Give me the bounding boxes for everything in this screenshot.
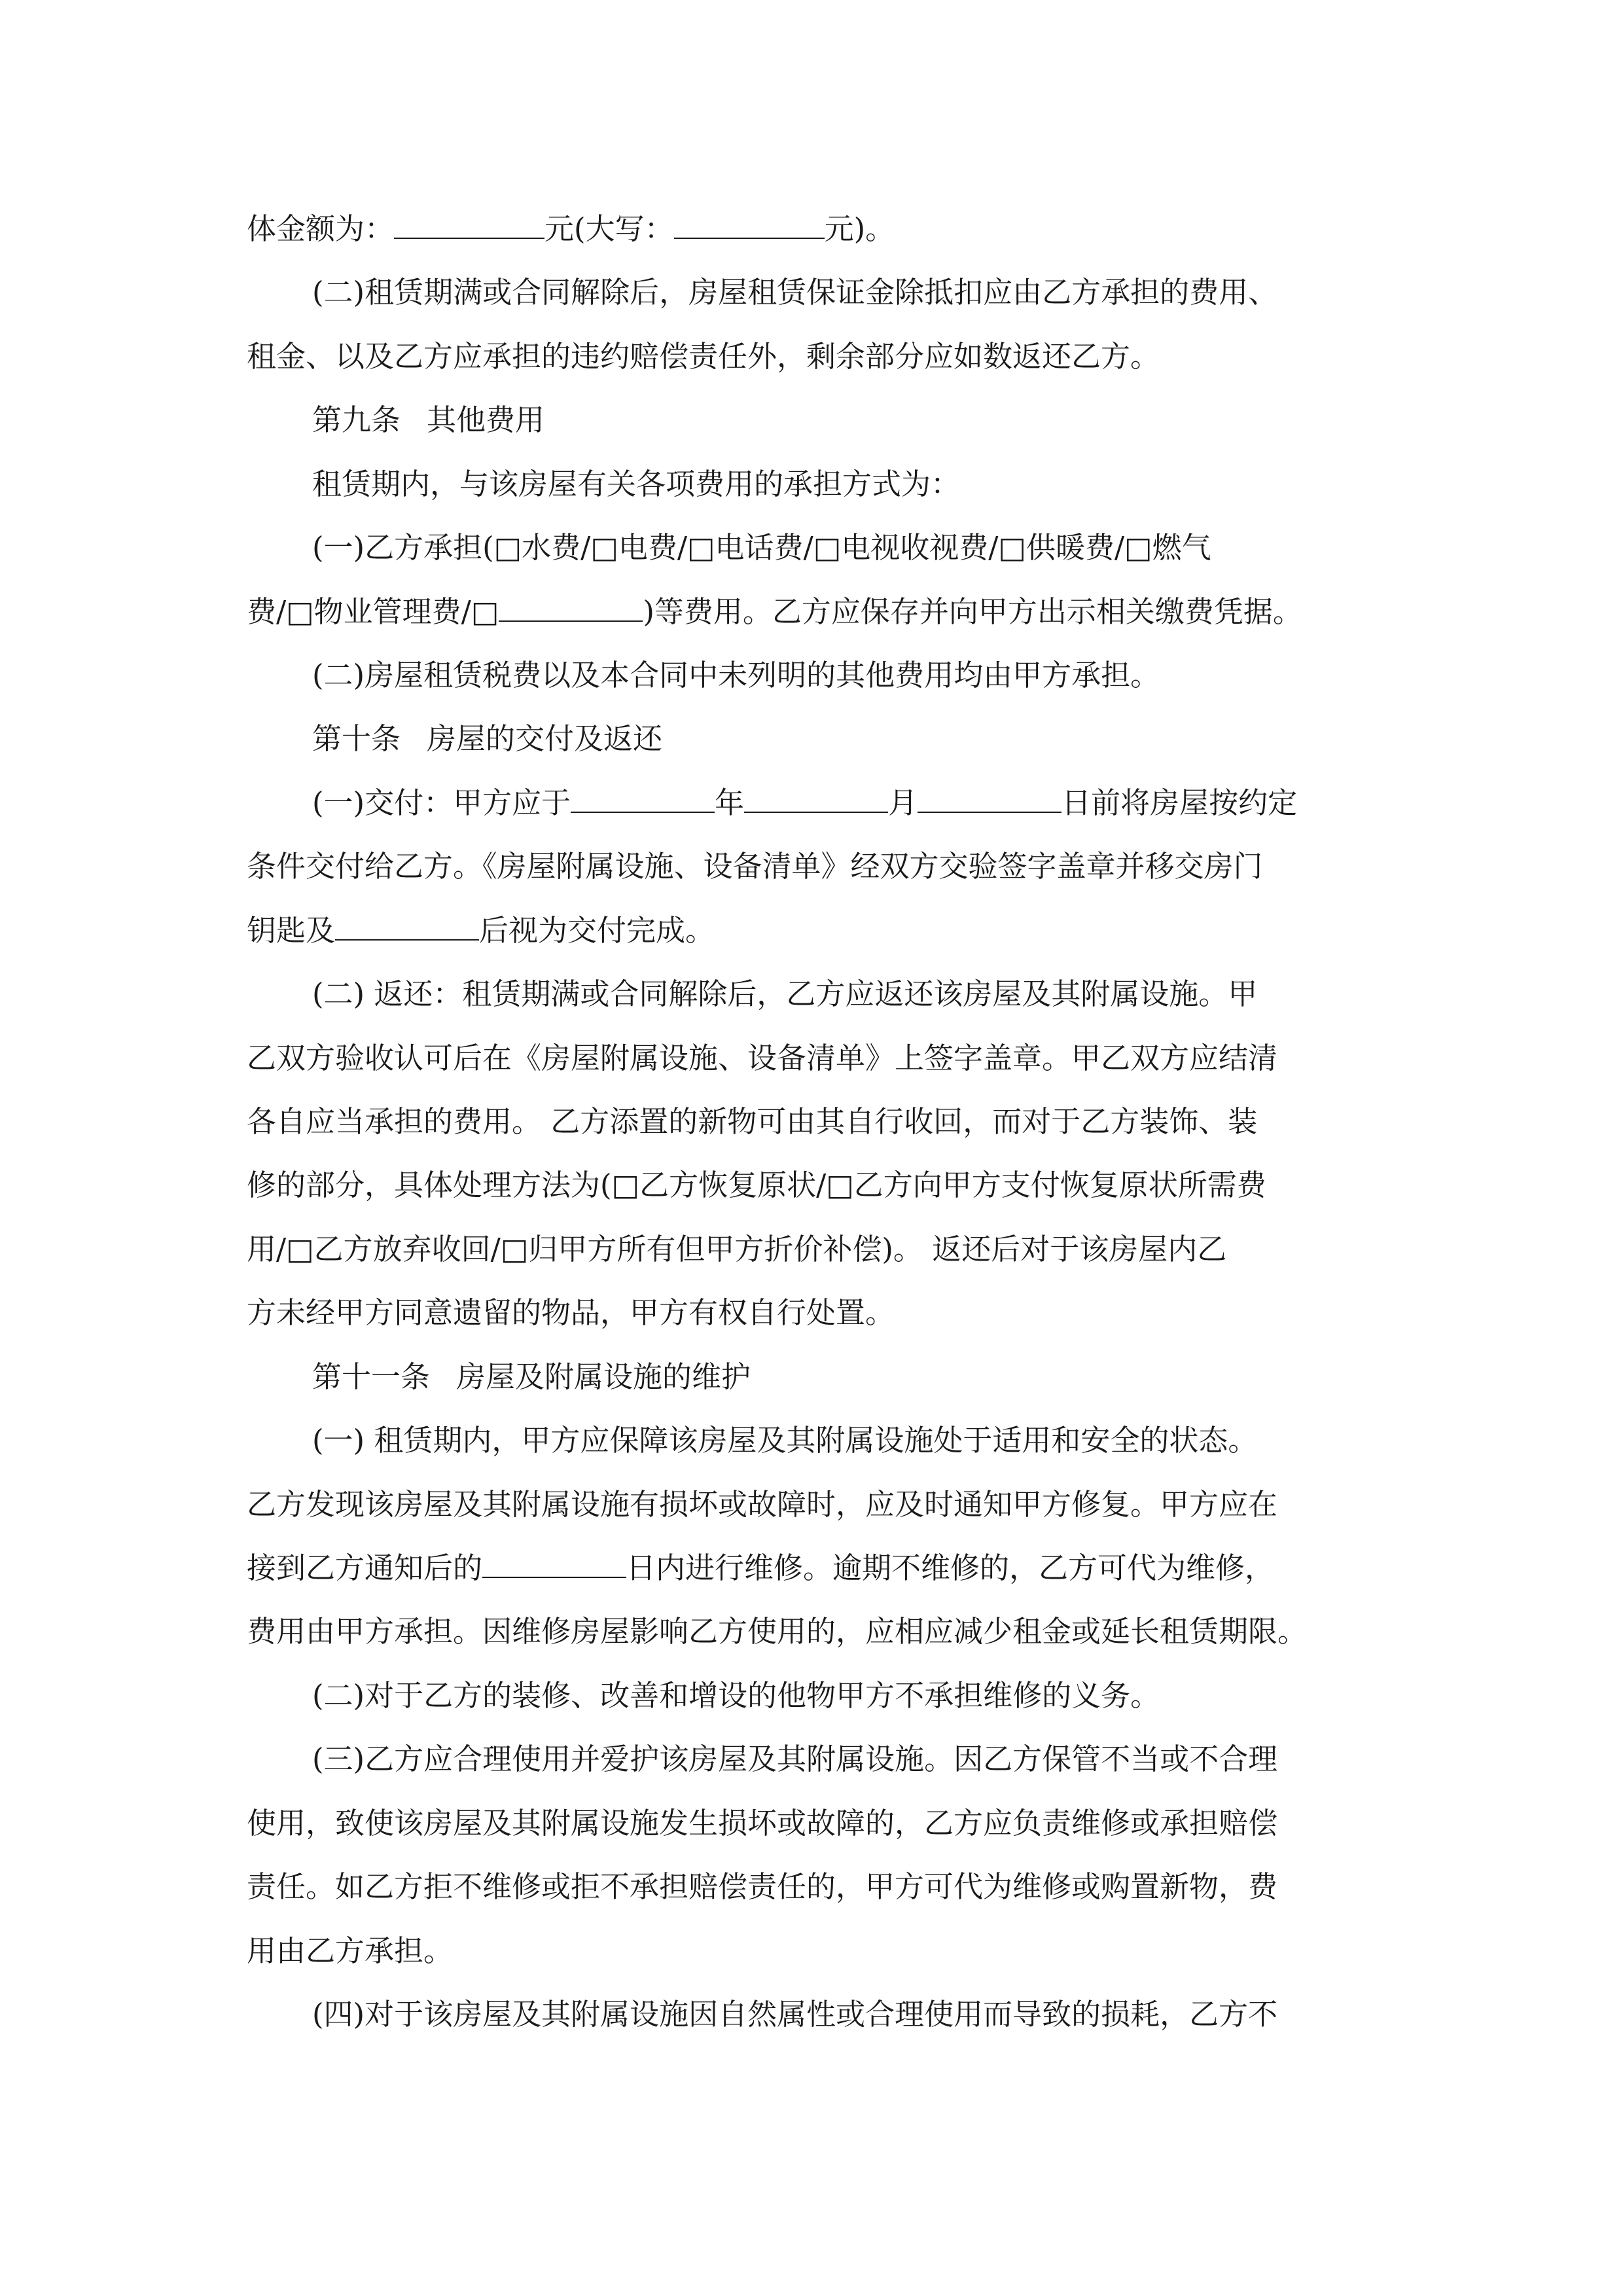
text-segment: 乙方发现该房屋及其附属设施有损坏或故障时，应及时通知甲方修复。甲方应在 (247, 1487, 1278, 1522)
text-segment: 后视为交付完成。 (479, 913, 715, 948)
text-segment: 费用由甲方承担。因维修房屋影响乙方使用的，应相应减少租金或延长租赁期限。 (247, 1614, 1308, 1649)
text-line-5 (312, 458, 1385, 511)
fill-blank-year (571, 779, 715, 813)
article-heading-9 (312, 394, 1385, 446)
article-number: 第十一条 (312, 1359, 431, 1394)
text-line-23 (247, 1605, 1385, 1658)
text-segment: 钥匙及 (247, 913, 336, 948)
text-segment: 乙双方验收认可后在《房屋附属设施、设备清单》上签字盖章。甲乙双方应结清 (247, 1041, 1278, 1075)
text-line-29 (312, 1988, 1385, 2041)
text-segment: 用/□乙方放弃收回/□归甲方所有但甲方折价补偿)。 返还后对于该房屋内乙 (247, 1232, 1227, 1266)
text-segment: 元(大写： (544, 211, 674, 246)
text-line-22 (247, 1542, 1385, 1594)
text-line-18 (247, 1287, 1385, 1339)
text-segment: (四)对于该房屋及其附属设施因自然属性或合理使用而导致的损耗，乙方不 (312, 1997, 1278, 2032)
fill-blank-month (744, 779, 888, 813)
text-segment: (三)乙方应合理使用并爱护该房屋及其附属设施。因乙方保管不当或不合理 (312, 1742, 1278, 1776)
text-line-28 (247, 1925, 1385, 1977)
text-line-3 (247, 331, 1385, 383)
text-segment: )等费用。乙方应保存并向甲方出示相关缴费凭据。 (643, 594, 1302, 629)
text-line-13 (312, 968, 1385, 1020)
article-heading-11 (312, 1351, 1385, 1403)
text-line-24 (312, 1670, 1385, 1722)
text-segment: (一)交付：甲方应于 (312, 785, 571, 820)
text-line-11 (247, 840, 1385, 893)
text-segment: (二)租赁期满或合同解除后，房屋租赁保证金除抵扣应由乙方承担的费用、 (312, 275, 1278, 310)
text-segment: 接到乙方通知后的 (247, 1551, 483, 1585)
text-segment: 修的部分，具体处理方法为(□乙方恢复原状/□乙方向甲方支付恢复原状所需费 (247, 1168, 1266, 1202)
text-line-10 (312, 777, 1385, 829)
article-heading-10 (312, 713, 1385, 765)
text-segment: 日内进行维修。逾期不维修的，乙方可代为维修， (626, 1551, 1275, 1585)
text-line-6 (312, 522, 1385, 574)
text-line-7 (247, 586, 1385, 638)
text-segment: 年 (715, 785, 745, 820)
text-segment: 月 (888, 785, 918, 820)
fill-blank-day (918, 779, 1061, 813)
text-line-20 (312, 1414, 1385, 1467)
text-line-21 (247, 1479, 1385, 1531)
text-line-16 (247, 1159, 1385, 1211)
text-segment: 体金额为： (247, 211, 395, 246)
text-line-26 (247, 1797, 1385, 1850)
text-segment: 费/□物业管理费/□ (247, 594, 499, 629)
fill-blank-handover-item (335, 906, 479, 941)
text-segment: 元)。 (824, 211, 895, 246)
article-number: 第十条 (312, 721, 401, 756)
fill-blank-amount (394, 205, 544, 239)
text-segment: (一) 租赁期内，甲方应保障该房屋及其附属设施处于适用和安全的状态。 (312, 1423, 1258, 1458)
text-line-15 (247, 1096, 1385, 1148)
text-segment: 责任。如乙方拒不维修或拒不承担赔偿责任的，甲方可代为维修或购置新物，费 (247, 1869, 1278, 1904)
text-segment: 租赁期内，与该房屋有关各项费用的承担方式为： (312, 467, 961, 501)
text-segment: 用由乙方承担。 (247, 1933, 454, 1968)
text-line-1 (247, 203, 1385, 255)
text-line-12 (247, 905, 1385, 957)
text-segment: 各自应当承担的费用。 乙方添置的新物可由其自行收回，而对于乙方装饰、装 (247, 1104, 1258, 1139)
article-number: 第九条 (312, 403, 401, 437)
text-line-25 (312, 1733, 1385, 1785)
article-title: 房屋的交付及返还 (427, 721, 663, 756)
text-segment: (二) 返还：租赁期满或合同解除后，乙方应返还该房屋及其附属设施。甲 (312, 977, 1258, 1011)
fill-blank-amount-uppercase (674, 205, 825, 239)
text-segment: 条件交付给乙方。《房屋附属设施、设备清单》经双方交验签字盖章并移交房门 (247, 849, 1263, 884)
text-segment: 日前将房屋按约定 (1061, 785, 1298, 820)
text-segment: (一)乙方承担(□水费/□电费/□电话费/□电视收视费/□供暖费/□燃气 (312, 530, 1211, 565)
text-segment: 租金、以及乙方应承担的违约赔偿责任外，剩余部分应如数返还乙方。 (247, 339, 1160, 374)
text-line-2 (312, 266, 1385, 319)
fill-blank-repair-days (482, 1544, 626, 1578)
text-segment: 方未经甲方同意遗留的物品，甲方有权自行处置。 (247, 1295, 895, 1330)
text-line-14 (247, 1032, 1385, 1085)
article-title: 房屋及附属设施的维护 (456, 1359, 751, 1394)
text-line-27 (247, 1861, 1385, 1913)
fill-blank-other-fee (499, 588, 643, 622)
text-line-17 (247, 1223, 1385, 1276)
article-title: 其他费用 (427, 403, 545, 437)
text-line-8 (312, 649, 1385, 702)
text-segment: (二)对于乙方的装修、改善和增设的他物甲方不承担维修的义务。 (312, 1678, 1160, 1713)
text-segment: (二)房屋租赁税费以及本合同中未列明的其他费用均由甲方承担。 (312, 658, 1160, 692)
text-segment: 使用，致使该房屋及其附属设施发生损坏或故障的，乙方应负责维修或承担赔偿 (247, 1806, 1278, 1840)
